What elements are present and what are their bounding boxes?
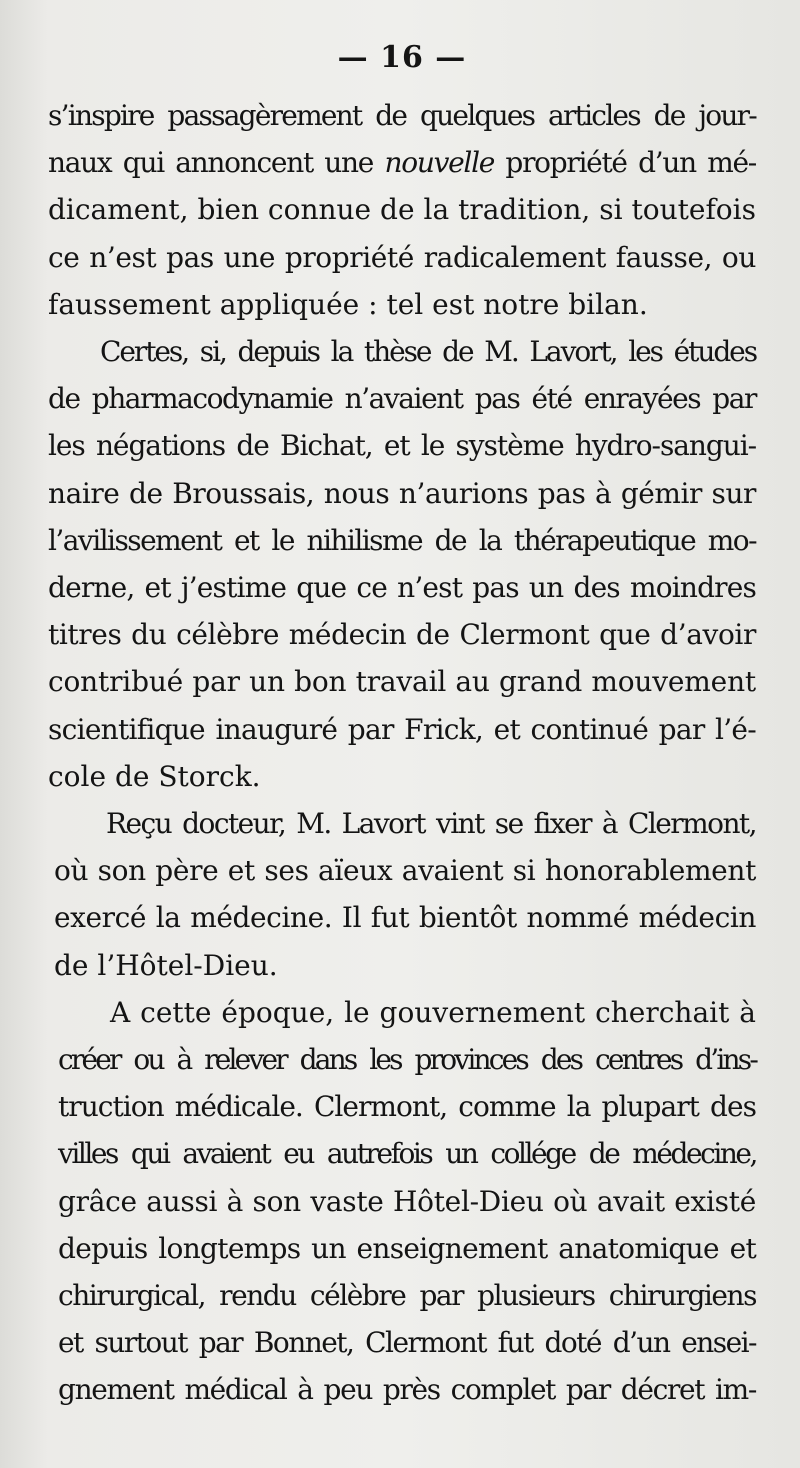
text-line: depuis longtemps un enseignement anatomique et <box>58 1231 756 1265</box>
paragraph-2 <box>48 328 756 800</box>
text-line: grâce aussi à son vaste Hôtel-Dieu où avait existé <box>58 1184 756 1218</box>
text-line: gnement médical à peu près complet par décret im- <box>58 1373 756 1407</box>
text-line: cole de Storck. <box>48 759 261 793</box>
text-line: truction médicale. Clermont, comme la plupart des <box>58 1090 756 1124</box>
text-line: Reçu docteur, M. Lavort vint se fixer à Clermont, <box>106 807 756 841</box>
text-line: de l’Hôtel-Dieu. <box>54 948 278 982</box>
text-line: chirurgical, rendu célèbre par plusieurs chirurgiens <box>58 1279 756 1313</box>
text-line: naire de Broussais, nous n’aurions pas à gémir sur <box>48 476 756 510</box>
text-line: titres du célèbre médecin de Clermont que d’avoir <box>48 618 756 652</box>
body-text <box>48 92 756 1414</box>
text-line: où son père et ses aïeux avaient si honorablement <box>54 854 756 888</box>
text-line: créer ou à relever dans les provinces des centres d’ins- <box>58 1043 756 1077</box>
page-number: — 16 — <box>337 40 467 75</box>
text-line: A cette époque, le gouvernement cherchait à <box>110 995 756 1029</box>
text-line: exercé la médecine. Il fut bientôt nommé médecin <box>54 901 756 935</box>
text-line: ce n’est pas une propriété radicalement fausse, ou <box>48 240 756 274</box>
italic-word: nouvelle <box>384 146 495 180</box>
text-line: faussement appliquée : tel est notre bilan. <box>48 287 648 321</box>
text-line: de pharmacodynamie n’avaient pas été enrayées par <box>48 382 756 416</box>
text-line: Certes, si, depuis la thèse de M. Lavort, les études <box>100 335 756 369</box>
text-line: et surtout par Bonnet, Clermont fut doté d’un ensei- <box>58 1326 756 1360</box>
text-line: s’inspire passagèrement de quelques articles de jour- <box>48 99 756 132</box>
text-line: contribué par un bon travail au grand mouvement <box>48 665 756 699</box>
paragraph-3 <box>48 800 756 989</box>
text-line: dicament, bien connue de la tradition, si toutefois <box>48 193 756 227</box>
paragraph-4 <box>48 989 756 1414</box>
text-line: villes qui avaient eu autrefois un collége de médecine, <box>58 1137 756 1171</box>
text-line: naux qui annoncent une nouvelle propriété d’un mé- <box>48 146 756 180</box>
text-line: les négations de Bichat, et le système hydro-sangui- <box>48 429 756 463</box>
paragraph-1 <box>48 92 756 328</box>
text-line: scientifique inauguré par Frick, et continué par l’é- <box>48 712 756 746</box>
text-line: l’avilissement et le nihilisme de la thérapeutique mo- <box>48 523 756 557</box>
text-line: derne, et j’estime que ce n’est pas un des moindres <box>48 571 756 605</box>
